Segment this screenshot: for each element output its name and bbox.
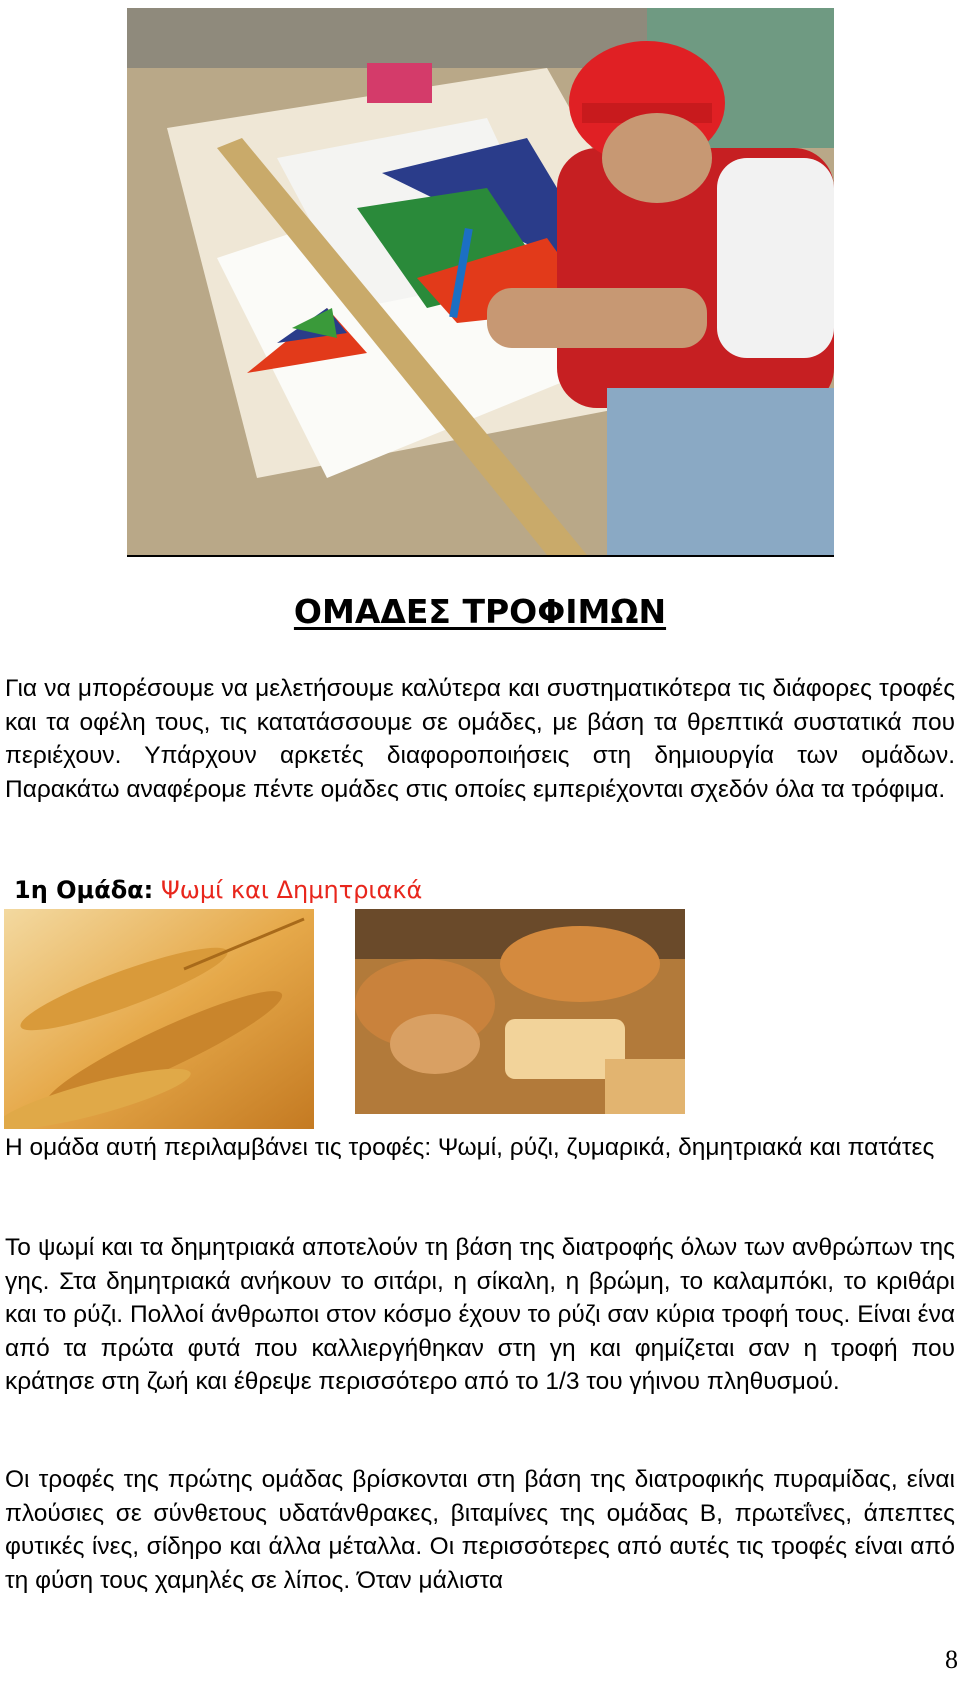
group-name: Ψωμί και Δημητριακά bbox=[160, 876, 423, 904]
wheat-photo bbox=[4, 909, 314, 1129]
bread-photo bbox=[355, 909, 685, 1114]
student-drawing-photo bbox=[127, 8, 834, 557]
group-foods-paragraph: Η ομάδα αυτή περιλαμβάνει τις τροφές: Ψωμί, ρύζι, ζυμαρικά, δημητριακά και πατάτες bbox=[5, 1134, 935, 1161]
page-title: ΟΜΑΔΕΣ ΤΡΟΦΙΜΩΝ bbox=[293, 592, 667, 631]
group-number-label: 1η Ομάδα: bbox=[14, 876, 154, 904]
intro-paragraph: Για να μπορέσουμε να μελετήσουμε καλύτερα και συστηματικότερα τις διάφορες τροφές και τα οφέλη τους, τις κατατάσσουμε σε ομάδες, με βάση τα θρεπτικά συστατικά που περιέχουν. Υπάρχουν αρκετές διαφοροποιήσεις στη δημιουργία των ομάδων. Παρακάτω αναφέρομε πέντε ομάδες στις οποίες εμπεριέχονται σχεδόν όλα τα τρόφιμα. bbox=[5, 675, 955, 803]
group-heading bbox=[14, 876, 422, 904]
page-number: 8 bbox=[945, 1645, 958, 1674]
group-nutrition-paragraph: Οι τροφές της πρώτης ομάδας βρίσκονται στη βάση της διατροφικής πυραμίδας, είναι πλούσιες σε σύνθετους υδατάνθρακες, βιταμίνες της ομάδας Β, πρωτεΐνες, άπεπτες φυτικές ίνες, σίδηρο και άλλα μέταλλα. Οι περισσότερες από αυτές τις τροφές είναι από τη φύση τους χαμηλές σε λίπος. Όταν μάλιστα bbox=[5, 1466, 955, 1594]
group-description-paragraph: Το ψωμί και τα δημητριακά αποτελούν τη βάση της διατροφής όλων των ανθρώπων της γης. Στα δημητριακά ανήκουν το σιτάρι, η σίκαλη, η βρώμη, το καλαμπόκι, το κριθάρι και το ρύζι. Πολλοί άνθρωποι στον κόσμο έχουν το ρύζι σαν κύρια τροφή τους. Είναι ένα από τα πρώτα φυτά που καλλιεργήθηκαν στη γη και φημίζεται σαν η τροφή που κράτησε στη ζωή και έθρεψε περισσότερο από το 1/3 του γήινου πληθυσμού. bbox=[5, 1234, 955, 1395]
